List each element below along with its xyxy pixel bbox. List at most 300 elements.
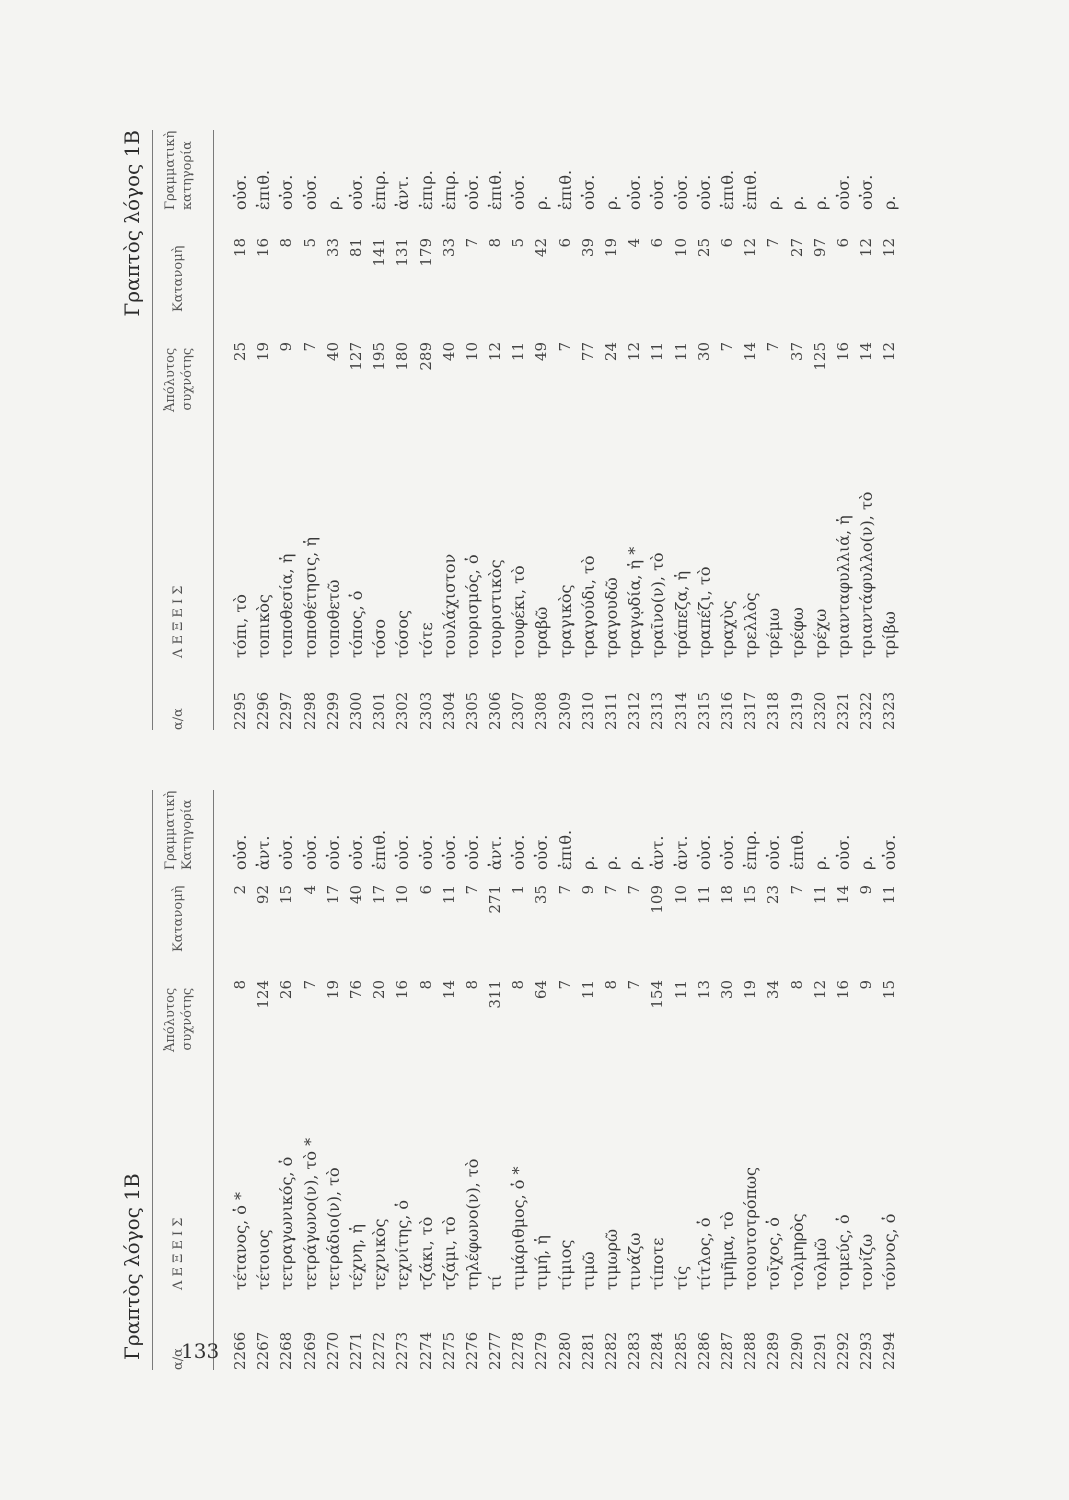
grammatical-category: οὐσ. bbox=[416, 834, 436, 870]
row-number: 2306 bbox=[486, 691, 505, 730]
table-row bbox=[484, 130, 507, 730]
row-number: 2269 bbox=[300, 1331, 319, 1370]
grammatical-category: οὐσ. bbox=[231, 174, 250, 210]
grammatical-category: ρ. bbox=[625, 855, 645, 870]
distribution: 25 bbox=[694, 238, 713, 258]
absolute-frequency: 24 bbox=[602, 342, 620, 362]
grammatical-category: οὐσ. bbox=[671, 174, 691, 210]
distribution: 18 bbox=[717, 885, 736, 905]
grammatical-category: ρ. bbox=[857, 855, 877, 870]
table-row bbox=[415, 790, 438, 1370]
lexeme: τινάζω bbox=[625, 1232, 645, 1290]
distribution: 7 bbox=[555, 885, 574, 895]
absolute-frequency: 7 bbox=[555, 342, 574, 352]
grammatical-category: οὐσ. bbox=[462, 174, 482, 210]
grammatical-category: οὐσ. bbox=[625, 174, 645, 210]
lexeme: τιμωρῶ bbox=[602, 1228, 621, 1290]
distribution: 17 bbox=[370, 885, 389, 905]
header-frequency-line1: Ἀπόλυτος bbox=[163, 987, 178, 1052]
header-rule-top bbox=[152, 790, 153, 1370]
absolute-frequency: 125 bbox=[810, 342, 829, 371]
grammatical-category: ρ. bbox=[810, 855, 830, 870]
grammatical-category: οὐσ. bbox=[300, 834, 320, 870]
table-row bbox=[299, 790, 322, 1370]
header-category-line1: Γραμματικὴ bbox=[163, 790, 178, 870]
absolute-frequency: 76 bbox=[346, 980, 365, 1000]
absolute-frequency: 14 bbox=[741, 342, 760, 362]
table-row bbox=[322, 790, 345, 1370]
distribution: 5 bbox=[300, 238, 319, 248]
absolute-frequency: 40 bbox=[439, 342, 458, 362]
distribution: 9 bbox=[578, 885, 597, 895]
row-number: 2320 bbox=[810, 691, 829, 730]
header-distribution: Κατανομὴ bbox=[171, 885, 186, 952]
grammatical-category: ἐπιρ. bbox=[416, 170, 436, 210]
table-row bbox=[461, 130, 484, 730]
table-row bbox=[577, 790, 600, 1370]
table-row bbox=[646, 790, 669, 1370]
table-row bbox=[716, 790, 739, 1370]
distribution: 11 bbox=[439, 885, 458, 905]
table-row bbox=[600, 790, 623, 1370]
grammatical-category: οὐσ. bbox=[509, 834, 529, 870]
distribution: 92 bbox=[254, 885, 273, 905]
lexeme: τιμῶ bbox=[578, 1251, 598, 1290]
distribution: 12 bbox=[880, 238, 899, 258]
lexeme: τί bbox=[486, 1274, 506, 1290]
lexeme: τρέφω bbox=[787, 607, 807, 658]
lexeme: τοῖχος, ὁ bbox=[764, 1217, 784, 1290]
lexeme: τριαντάφυλλο(ν), τὸ bbox=[857, 491, 877, 658]
right-table-section bbox=[0, 130, 1069, 730]
grammatical-category: οὐσ. bbox=[857, 174, 877, 210]
distribution: 35 bbox=[532, 885, 551, 905]
distribution: 6 bbox=[833, 238, 852, 248]
absolute-frequency: 7 bbox=[300, 980, 319, 990]
distribution: 6 bbox=[555, 238, 574, 248]
grammatical-category: ἐπιθ. bbox=[787, 829, 807, 870]
row-number: 2291 bbox=[810, 1331, 829, 1370]
row-number: 2311 bbox=[602, 691, 620, 730]
distribution: 15 bbox=[277, 885, 296, 905]
distribution: 81 bbox=[346, 238, 365, 258]
lexeme: τοποθεσία, ἡ bbox=[277, 553, 297, 658]
table-row bbox=[809, 790, 832, 1370]
grammatical-category: οὐσ. bbox=[764, 834, 784, 870]
row-number: 2312 bbox=[625, 691, 644, 730]
distribution: 8 bbox=[277, 238, 296, 248]
lexeme: τίποτε bbox=[648, 1237, 668, 1290]
grammatical-category: ἀντ. bbox=[393, 175, 413, 210]
table-row bbox=[739, 790, 762, 1370]
absolute-frequency: 8 bbox=[416, 980, 435, 990]
table-row bbox=[809, 130, 832, 730]
distribution: 6 bbox=[416, 885, 435, 895]
grammatical-category: ἀντ. bbox=[648, 835, 668, 870]
distribution: 4 bbox=[300, 885, 319, 895]
row-number: 2295 bbox=[231, 691, 249, 730]
grammatical-category: ἐπιθ. bbox=[717, 169, 737, 210]
table-row bbox=[855, 790, 878, 1370]
grammatical-category: οὐσ. bbox=[532, 834, 552, 870]
row-number: 2303 bbox=[416, 691, 435, 730]
header-word: Λ Ε Ξ Ε Ι Σ bbox=[171, 585, 186, 658]
grammatical-category: οὐσ. bbox=[694, 174, 714, 210]
lexeme: τόπος, ὁ bbox=[346, 590, 366, 658]
absolute-frequency: 11 bbox=[578, 980, 597, 1000]
table-row bbox=[762, 790, 785, 1370]
grammatical-category: ρ. bbox=[602, 195, 621, 210]
row-number: 2296 bbox=[254, 691, 273, 730]
table-body bbox=[229, 130, 901, 730]
distribution: 10 bbox=[671, 238, 690, 258]
table-row bbox=[438, 130, 461, 730]
distribution: 15 bbox=[741, 885, 760, 905]
distribution: 33 bbox=[323, 238, 342, 258]
absolute-frequency: 19 bbox=[741, 980, 760, 1000]
absolute-frequency: 12 bbox=[880, 342, 899, 362]
table-row bbox=[716, 130, 739, 730]
grammatical-category: οὐσ. bbox=[833, 834, 853, 870]
grammatical-category: ρ. bbox=[880, 195, 900, 210]
lexeme: τότε bbox=[416, 622, 436, 658]
table-row bbox=[391, 790, 414, 1370]
distribution: 9 bbox=[857, 885, 876, 895]
row-number: 2305 bbox=[462, 691, 481, 730]
distribution: 39 bbox=[578, 238, 597, 258]
row-number: 2267 bbox=[254, 1331, 273, 1370]
distribution: 12 bbox=[741, 238, 760, 258]
row-number: 2322 bbox=[857, 691, 876, 730]
header-category-line2: κατηγορία bbox=[180, 141, 195, 210]
row-number: 2302 bbox=[393, 691, 412, 730]
grammatical-category: οὐσ. bbox=[346, 834, 366, 870]
row-number: 2294 bbox=[880, 1331, 899, 1370]
table-row bbox=[739, 130, 762, 730]
lexeme: τηλέφωνο(ν), τὸ bbox=[462, 1158, 482, 1290]
row-number: 2272 bbox=[370, 1331, 389, 1370]
absolute-frequency: 8 bbox=[787, 980, 806, 990]
row-number: 2309 bbox=[555, 691, 574, 730]
table-row bbox=[275, 130, 298, 730]
absolute-frequency: 37 bbox=[787, 342, 806, 362]
distribution: 10 bbox=[393, 885, 412, 905]
row-number: 2266 bbox=[231, 1331, 249, 1370]
grammatical-category: ρ. bbox=[578, 855, 598, 870]
row-number: 2321 bbox=[833, 691, 852, 730]
table-row bbox=[530, 790, 553, 1370]
table-row bbox=[623, 790, 646, 1370]
table-row bbox=[623, 130, 646, 730]
absolute-frequency: 154 bbox=[648, 980, 667, 1009]
lexeme: τόπι, τὸ bbox=[231, 594, 250, 658]
table-row bbox=[484, 790, 507, 1370]
absolute-frequency: 311 bbox=[486, 980, 505, 1009]
distribution: 8 bbox=[486, 238, 505, 248]
lexeme: τραγουδῶ bbox=[602, 577, 621, 658]
distribution: 7 bbox=[764, 238, 783, 248]
table-row bbox=[345, 130, 368, 730]
lexeme: τράπεζα, ἡ bbox=[671, 570, 691, 658]
row-number: 2301 bbox=[370, 691, 389, 730]
distribution: 18 bbox=[231, 238, 249, 258]
table-row bbox=[646, 130, 669, 730]
row-number: 2274 bbox=[416, 1331, 435, 1370]
table-row bbox=[577, 130, 600, 730]
absolute-frequency: 26 bbox=[277, 980, 296, 1000]
table-row bbox=[554, 130, 577, 730]
row-number: 2280 bbox=[555, 1331, 574, 1370]
absolute-frequency: 13 bbox=[694, 980, 713, 1000]
table-row bbox=[554, 790, 577, 1370]
table-row bbox=[252, 130, 275, 730]
table-row bbox=[461, 790, 484, 1370]
absolute-frequency: 49 bbox=[532, 342, 551, 362]
lexeme: τίμιος bbox=[555, 1239, 575, 1290]
row-number: 2286 bbox=[694, 1331, 713, 1370]
lexeme: τοποθετῶ bbox=[323, 579, 343, 658]
grammatical-category: οὐσ. bbox=[393, 834, 413, 870]
distribution: 141 bbox=[370, 238, 389, 267]
absolute-frequency: 127 bbox=[346, 342, 365, 371]
grammatical-category: ἀντ. bbox=[671, 835, 691, 870]
grammatical-category: ρ. bbox=[532, 195, 552, 210]
header-distribution: Κατανομὴ bbox=[171, 245, 186, 312]
left-table-section bbox=[0, 790, 1069, 1370]
distribution: 271 bbox=[486, 885, 505, 914]
grammatical-category: ρ. bbox=[764, 195, 784, 210]
absolute-frequency: 12 bbox=[625, 342, 644, 362]
lexeme: τοποθέτησις, ἡ bbox=[300, 537, 320, 658]
header-frequency-line2: συχνότης bbox=[180, 347, 195, 411]
lexeme: τρίβω bbox=[880, 611, 900, 658]
distribution: 6 bbox=[717, 238, 736, 248]
absolute-frequency: 25 bbox=[231, 342, 249, 362]
table-row bbox=[878, 130, 901, 730]
row-number: 2317 bbox=[741, 691, 760, 730]
lexeme: τραγούδι, τὸ bbox=[578, 555, 598, 658]
absolute-frequency: 8 bbox=[602, 980, 620, 990]
lexeme: τραβῶ bbox=[532, 606, 552, 658]
lexeme: τοιουτοτρόπως bbox=[741, 1166, 761, 1290]
row-number: 2313 bbox=[648, 691, 667, 730]
header-word: Λ Ε Ξ Ε Ι Σ bbox=[171, 1217, 186, 1290]
absolute-frequency: 8 bbox=[231, 980, 249, 990]
row-number: 2282 bbox=[602, 1331, 620, 1370]
header-frequency-line2: συχνότης bbox=[180, 987, 195, 1051]
absolute-frequency: 14 bbox=[857, 342, 876, 362]
row-number: 2292 bbox=[833, 1331, 852, 1370]
grammatical-category: ρ. bbox=[787, 195, 807, 210]
table-row bbox=[878, 790, 901, 1370]
row-number: 2304 bbox=[439, 691, 458, 730]
table-row bbox=[832, 790, 855, 1370]
distribution: 131 bbox=[393, 238, 412, 267]
header-rule-top bbox=[152, 130, 153, 730]
lexeme: τετραγωνικός, ὁ bbox=[277, 1156, 297, 1290]
header-category-line2: Κατηγορία bbox=[180, 799, 195, 870]
absolute-frequency: 7 bbox=[764, 342, 783, 352]
absolute-frequency: 7 bbox=[555, 980, 574, 990]
lexeme: τριανταφυλλιά, ἡ bbox=[833, 515, 853, 658]
grammatical-category: οὐσ. bbox=[439, 834, 459, 870]
table-row bbox=[786, 790, 809, 1370]
row-number: 2281 bbox=[578, 1331, 597, 1370]
absolute-frequency: 7 bbox=[717, 342, 736, 352]
grammatical-category: ρ. bbox=[810, 195, 830, 210]
absolute-frequency: 16 bbox=[833, 980, 852, 1000]
header-rule-bottom bbox=[213, 130, 214, 730]
table-row bbox=[368, 790, 391, 1370]
absolute-frequency: 30 bbox=[694, 342, 713, 362]
lexeme: τίτλος, ὁ bbox=[694, 1217, 714, 1290]
grammatical-category: οὐσ. bbox=[717, 834, 737, 870]
absolute-frequency: 8 bbox=[509, 980, 528, 990]
distribution: 40 bbox=[346, 885, 365, 905]
header-frequency-line1: Ἀπόλυτος bbox=[163, 347, 178, 412]
absolute-frequency: 14 bbox=[439, 980, 458, 1000]
absolute-frequency: 12 bbox=[810, 980, 829, 1000]
lexeme: τραγικὸς bbox=[555, 584, 575, 658]
distribution: 10 bbox=[671, 885, 690, 905]
header-category bbox=[162, 131, 196, 210]
row-number: 2318 bbox=[764, 691, 783, 730]
lexeme: τομεύς, ὁ bbox=[833, 1214, 853, 1290]
distribution: 7 bbox=[625, 885, 644, 895]
grammatical-category: ἀντ. bbox=[486, 835, 506, 870]
distribution: 33 bbox=[439, 238, 458, 258]
distribution: 42 bbox=[532, 238, 551, 258]
distribution: 109 bbox=[648, 885, 667, 914]
row-number: 2297 bbox=[277, 691, 296, 730]
header-frequency bbox=[162, 988, 196, 1052]
lexeme: τμῆμα, τὸ bbox=[717, 1211, 737, 1290]
absolute-frequency: 12 bbox=[486, 342, 505, 362]
grammatical-category: ἐπιρ. bbox=[439, 170, 459, 210]
grammatical-category: οὐσ. bbox=[462, 834, 482, 870]
row-number: 2268 bbox=[277, 1331, 296, 1370]
grammatical-category: οὐσ. bbox=[277, 834, 297, 870]
grammatical-category: ἀντ. bbox=[254, 835, 274, 870]
table-body bbox=[229, 790, 901, 1370]
table-row bbox=[322, 130, 345, 730]
table-row bbox=[762, 130, 785, 730]
table-row bbox=[507, 130, 530, 730]
row-number: 2288 bbox=[741, 1331, 760, 1370]
grammatical-category: ἐπιρ. bbox=[741, 830, 761, 870]
lexeme: τετράδιο(ν), τὸ bbox=[323, 1167, 343, 1290]
table-row bbox=[786, 130, 809, 730]
row-number: 2277 bbox=[486, 1331, 505, 1370]
lexeme: τραγῳδία, ἡ * bbox=[625, 546, 645, 658]
absolute-frequency: 11 bbox=[671, 342, 690, 362]
row-number: 2307 bbox=[509, 691, 528, 730]
absolute-frequency: 289 bbox=[416, 342, 435, 371]
lexeme: τραπέζι, τὸ bbox=[694, 566, 714, 658]
absolute-frequency: 9 bbox=[857, 980, 876, 990]
table-row bbox=[229, 790, 252, 1370]
distribution: 27 bbox=[787, 238, 806, 258]
table-row bbox=[275, 790, 298, 1370]
absolute-frequency: 9 bbox=[277, 342, 296, 352]
absolute-frequency: 8 bbox=[462, 980, 481, 990]
absolute-frequency: 11 bbox=[671, 980, 690, 1000]
grammatical-category: οὐσ. bbox=[694, 834, 714, 870]
row-number: 2289 bbox=[764, 1331, 783, 1370]
distribution: 2 bbox=[231, 885, 249, 895]
lexeme: τρελλὸς bbox=[741, 592, 761, 658]
grammatical-category: οὐσ. bbox=[578, 174, 598, 210]
table-row bbox=[530, 130, 553, 730]
row-number: 2270 bbox=[323, 1331, 342, 1370]
row-number: 2283 bbox=[625, 1331, 644, 1370]
absolute-frequency: 19 bbox=[254, 342, 273, 362]
row-number: 2290 bbox=[787, 1331, 806, 1370]
distribution: 7 bbox=[462, 885, 481, 895]
row-number: 2308 bbox=[532, 691, 551, 730]
row-number: 2319 bbox=[787, 691, 806, 730]
row-number: 2323 bbox=[880, 691, 899, 730]
row-number: 2300 bbox=[346, 691, 365, 730]
grammatical-category: οὐσ. bbox=[346, 174, 366, 210]
grammatical-category: ρ. bbox=[602, 855, 621, 870]
distribution: 16 bbox=[254, 238, 273, 258]
header-aa: α/α bbox=[171, 708, 186, 730]
table-row bbox=[670, 790, 693, 1370]
absolute-frequency: 124 bbox=[254, 980, 273, 1009]
table-row bbox=[670, 130, 693, 730]
lexeme: τιμή, ἡ bbox=[532, 1235, 552, 1290]
absolute-frequency: 7 bbox=[625, 980, 644, 990]
row-number: 2278 bbox=[509, 1331, 528, 1370]
grammatical-category: ρ. bbox=[323, 195, 343, 210]
row-number: 2271 bbox=[346, 1331, 365, 1370]
lexeme: τραχὺς bbox=[717, 600, 737, 658]
absolute-frequency: 10 bbox=[462, 342, 481, 362]
table-row bbox=[345, 790, 368, 1370]
lexeme: τρέχω bbox=[810, 608, 830, 658]
distribution: 1 bbox=[509, 885, 528, 895]
distribution: 23 bbox=[764, 885, 783, 905]
row-number: 2314 bbox=[671, 691, 690, 730]
row-number: 2284 bbox=[648, 1331, 667, 1370]
absolute-frequency: 7 bbox=[300, 342, 319, 352]
grammatical-category: ἐπιθ. bbox=[555, 829, 575, 870]
absolute-frequency: 16 bbox=[393, 980, 412, 1000]
grammatical-category: ἐπιθ. bbox=[555, 169, 575, 210]
lexeme: τζάμι, τὸ bbox=[439, 1216, 459, 1290]
row-number: 2293 bbox=[857, 1331, 876, 1370]
grammatical-category: οὐσ. bbox=[277, 174, 297, 210]
row-number: 2315 bbox=[694, 691, 713, 730]
lexeme: τρέμω bbox=[764, 608, 784, 658]
grammatical-category: οὐσ. bbox=[323, 834, 343, 870]
distribution: 5 bbox=[509, 238, 528, 248]
absolute-frequency: 30 bbox=[717, 980, 736, 1000]
lexeme: τόσο bbox=[370, 618, 390, 658]
distribution: 14 bbox=[833, 885, 852, 905]
grammatical-category: ἐπιρ. bbox=[370, 170, 390, 210]
grammatical-category: ἐπιθ. bbox=[370, 829, 390, 870]
table-row bbox=[368, 130, 391, 730]
row-number: 2275 bbox=[439, 1331, 458, 1370]
lexeme: τεχνίτης, ὁ bbox=[393, 1199, 413, 1290]
distribution: 7 bbox=[787, 885, 806, 895]
table-row bbox=[693, 130, 716, 730]
section-title: Γραπτὸς λόγος 1Β bbox=[120, 1173, 144, 1360]
table-row bbox=[299, 130, 322, 730]
table-row bbox=[252, 790, 275, 1370]
